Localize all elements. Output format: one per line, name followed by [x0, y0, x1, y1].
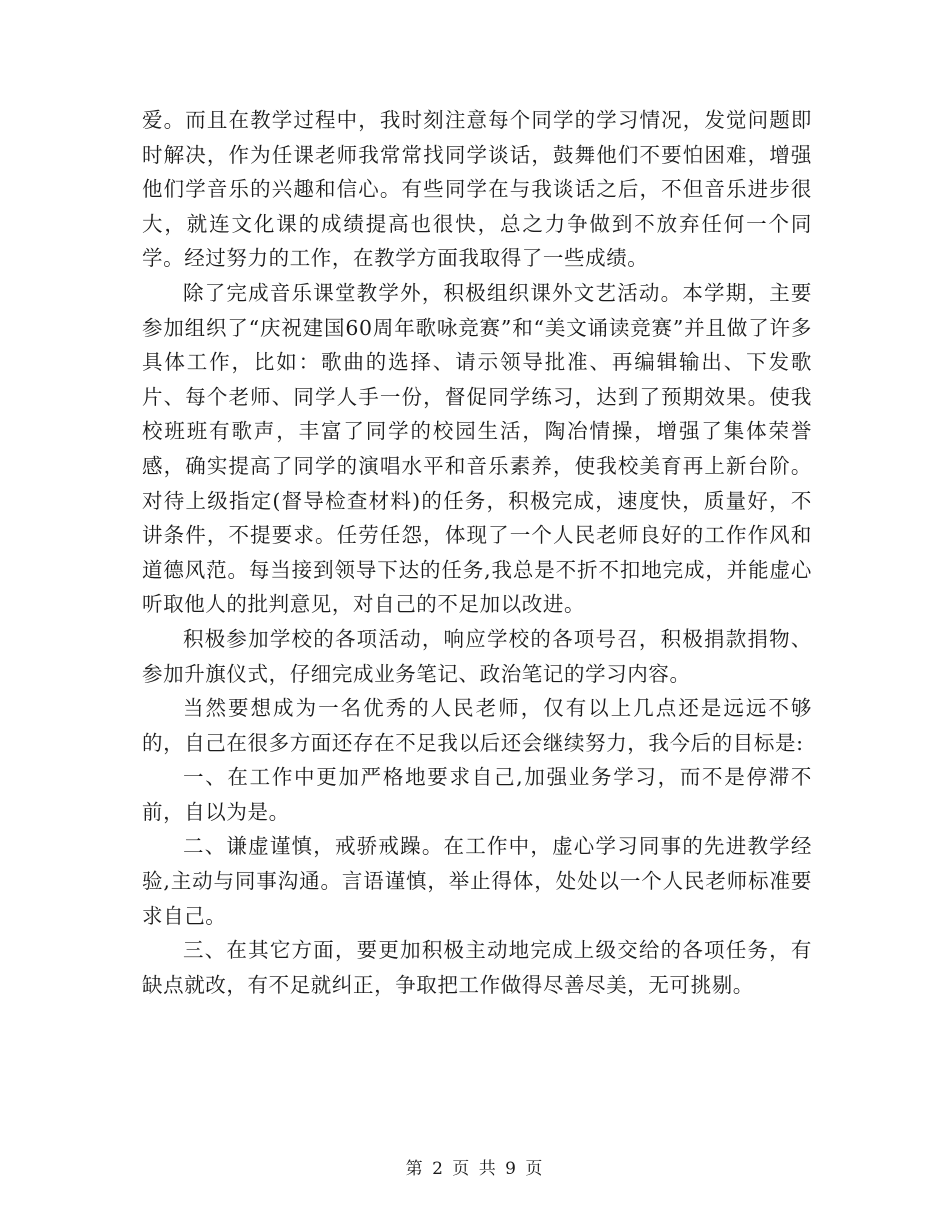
page-footer — [0, 1154, 950, 1179]
document-body — [142, 103, 812, 1002]
paragraph: 当然要想成为一名优秀的人民老师，仅有以上几点还是远远不够的，自己在很多方面还存在不足我以后还会继续努力，我今后的目标是: — [142, 696, 812, 755]
footer-suffix: 页 — [525, 1159, 545, 1179]
paragraph: 积极参加学校的各项活动，响应学校的各项号召，积极捐款捐物、参加升旗仪式，仔细完成业务笔记、政治笔记的学习内容。 — [142, 626, 812, 686]
footer-total-pages: 9 — [505, 1159, 518, 1179]
footer-prefix: 第 — [405, 1159, 425, 1179]
paragraph: 除了完成音乐课堂教学外，积极组织课外文艺活动。本学期，主要参加组织了“庆祝建国60周年歌咏竞赛”和“美文诵读竞赛”并且做了许多具体工作，比如：歌曲的选择、请示领导批准、再编辑输出、下发歌片、每个老师、同学人手一份，督促同学练习，达到了预期效果。使我校班班有歌声，丰富了同学的校园生活，陶冶情操，增强了集体荣誉感，确实提高了同学的演唱水平和音乐素养，使我校美育再上新台阶。对待上级指定(督导检查材料)的任务，积极完成，速度快，质量好，不讲条件，不提要求。任劳任怨，体现了一个人民老师良好的工作作风和道德风范。每当接到领导下达的任务,我总是不折不扣地完成，并能虚心听取他人的批判意见，对自己的不足加以改进。 — [142, 280, 812, 617]
footer-current-page: 2 — [432, 1159, 445, 1179]
footer-middle: 页 共 — [452, 1159, 498, 1179]
paragraph: 二、谦虚谨慎，戒骄戒躁。在工作中，虚心学习同事的先进教学经验,主动与同事沟通。言语谨慎，举止得体，处处以一个人民老师标准要求自己。 — [142, 834, 812, 928]
paragraph: 一、在工作中更加严格地要求自己,加强业务学习，而不是停滞不前，自以为是。 — [142, 765, 812, 824]
paragraph: 三、在其它方面，要更加积极主动地完成上级交给的各项任务，有缺点就改，有不足就纠正，争取把工作做得尽善尽美，无可挑剔。 — [142, 938, 812, 997]
paragraph: 爱。而且在教学过程中，我时刻注意每个同学的学习情况，发觉问题即时解决，作为任课老师我常常找同学谈话，鼓舞他们不要怕困难，增强他们学音乐的兴趣和信心。有些同学在与我谈话之后，不但音乐进步很大，就连文化课的成绩提高也很快，总之力争做到不放弃任何一个同学。经过努力的工作，在教学方面我取得了一些成绩。 — [142, 108, 812, 271]
